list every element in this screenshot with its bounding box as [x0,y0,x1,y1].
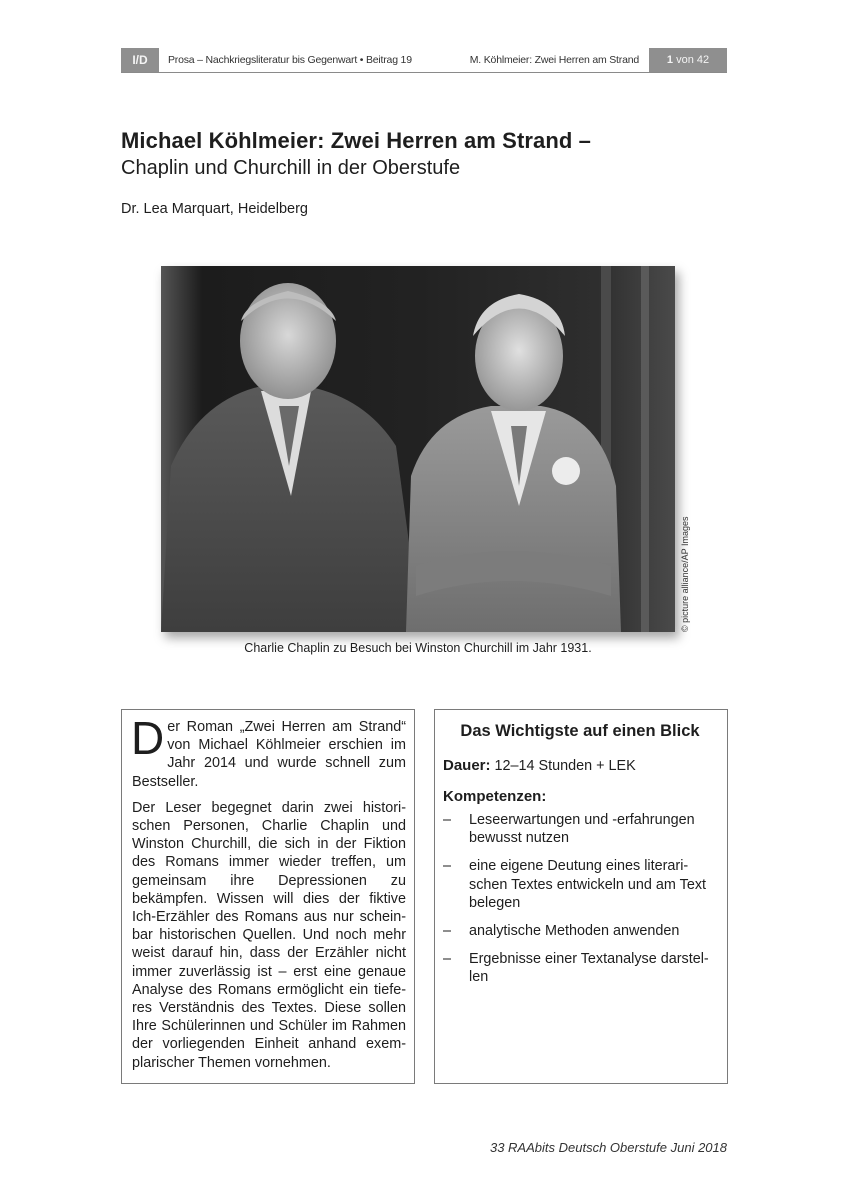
competency-text: Leseerwartungen und -erfahrungen bewusst nutzen [469,812,695,847]
dash-bullet: – [443,923,452,940]
intro-paragraph-1-text: er Roman „Zwei Herren am Strand“ von Michael Köhlmeier erschien im Jahr 2014 und wurde schnell zum Bestseller. [132,719,406,790]
intro-paragraph-1 [131,712,406,791]
competencies-list [443,811,717,987]
dash-bullet: – [443,951,452,968]
page-total: von 42 [676,54,710,66]
competency-text: Ergebnisse einer Textanalyse darstellen [469,951,709,986]
key-facts-box [434,709,728,1084]
drop-cap: D [131,712,165,764]
page-footer: 33 RAAbits Deutsch Oberstufe Juni 2018 [489,1140,727,1155]
key-facts-title: Das Wichtigste auf einen Blick [460,722,700,740]
photo-chaplin-churchill [161,266,675,632]
author-line: Dr. Lea Marquart, Heidelberg [121,201,308,217]
page-indicator [649,48,727,72]
competency-text: eine eigene Deutung eines literarischen Textes entwickeln und am Text belegen [469,858,707,911]
dash-bullet: – [443,812,452,828]
photo-illustration [161,266,675,632]
dash-bullet: – [443,858,452,875]
page-header [121,48,727,73]
photo-credit: © picture alliance/AP Images [680,516,690,632]
competency-text: analytische Methoden anwenden [469,923,680,940]
duration-line [443,757,717,774]
list-item [443,922,717,940]
photo-caption: Charlie Chaplin zu Besuch bei Winston Churchill im Jahr 1931. [244,641,592,655]
page-subtitle: Chaplin und Churchill in der Oberstufe [121,157,461,179]
intro-paragraph-2: Der Leser begegnet darin zwei historischen Personen, Charlie Chaplin und Winston Churchill, die sich in der Fiktion des Romans immer wieder treffen, um gemeinsam ihre Depressionen zu bekämpfen. Wissen will dies der fiktive Ich-Erzähler des Romans aus nur scheinbar historischen Quellen. Und noch mehr weist darauf hin, dass der Erzähler nicht immer zuverlässig ist – erst eine genaue Analyse des Romans ermöglicht ein tieferes Verständnis des Textes. Diese sollen Ihre Schülerinnen und Schüler im Rahmen der vorliegenden Einheit anhand exemplarischer Themen vornehmen. [132,799,406,1071]
page-current: 1 [666,54,674,66]
competencies-heading: Kompetenzen: [443,788,547,805]
series-label: Prosa – Nachkriegsliteratur bis Gegenwart • Beitrag 19 [168,54,412,66]
list-item [443,811,717,847]
list-item [443,950,717,986]
short-title: M. Köhlmeier: Zwei Herren am Strand [469,54,639,66]
list-item [443,857,717,912]
duration-value: 12–14 Stunden + LEK [494,758,636,774]
duration-label: Dauer: [443,757,491,774]
intro-box [121,709,415,1084]
page-title: Michael Köhlmeier: Zwei Herren am Strand – [121,128,592,153]
section-tag: I/D [121,48,159,72]
